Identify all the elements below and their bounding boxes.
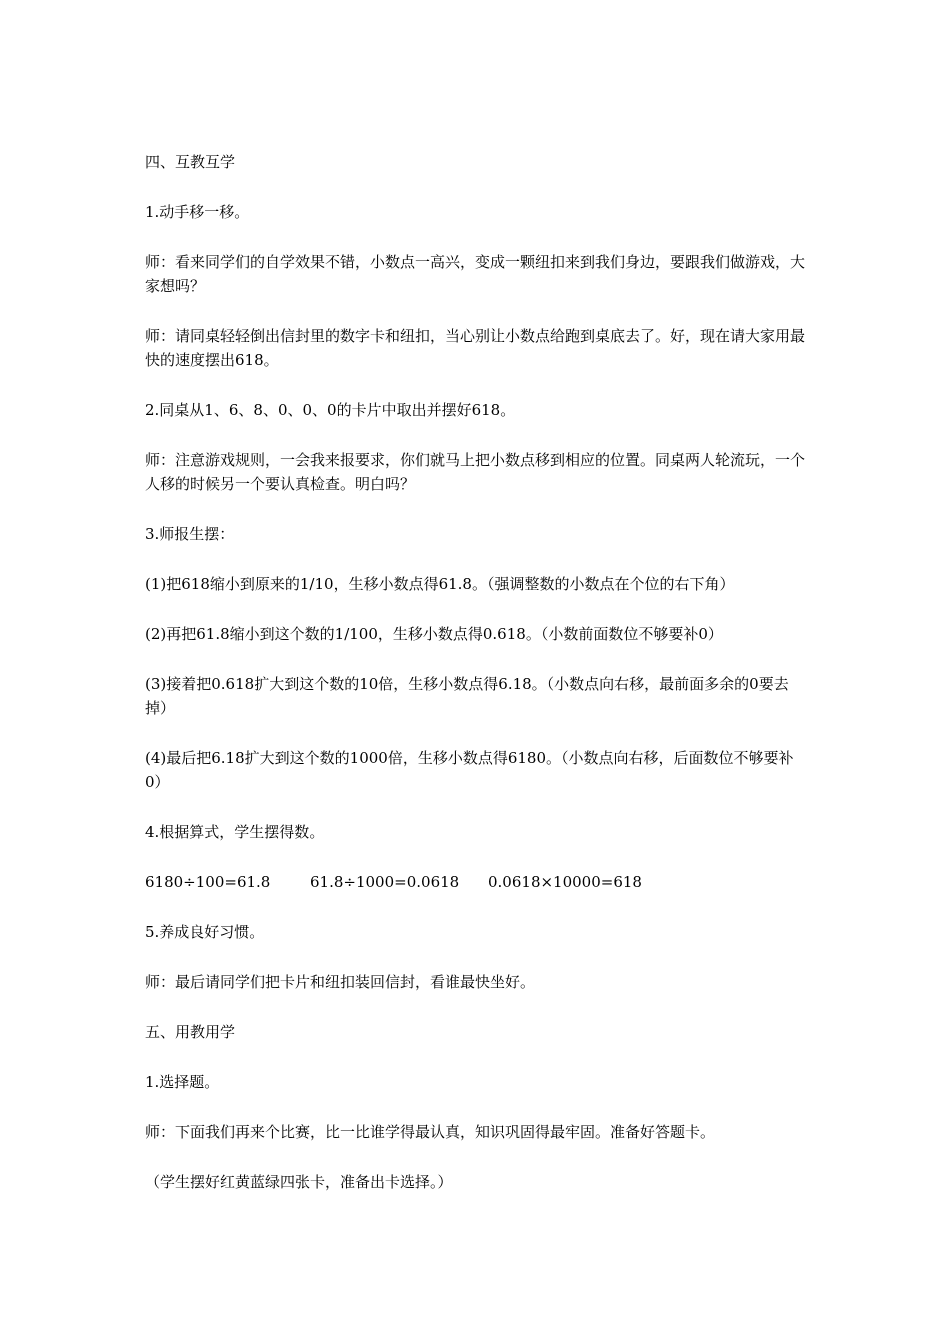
teacher-line: 师：看来同学们的自学效果不错，小数点一高兴，变成一颗纽扣来到我们身边，要跟我们做游戏，大家想吗？ bbox=[145, 253, 806, 295]
teacher-line: 师：注意游戏规则，一会我来报要求，你们就马上把小数点移到相应的位置。同桌两人轮流玩，一个人移的时候另一个要认真检查。明白吗？ bbox=[145, 451, 806, 493]
exercise-item: (3)接着把0.618扩大到这个数的10倍，生移小数点得6.18。（小数点向右移，最前面多余的0要去掉） bbox=[145, 675, 789, 717]
section-heading-apply: 五、用教用学 bbox=[145, 1023, 236, 1041]
teacher-line: 师：下面我们再来个比赛，比一比谁学得最认真，知识巩固得最牢固。准备好答题卡。 bbox=[145, 1123, 716, 1141]
equation: 61.8÷1000=0.0618 bbox=[310, 873, 460, 891]
section-heading-mutual-teaching: 四、互教互学 bbox=[145, 153, 236, 171]
teacher-line: 师：最后请同学们把卡片和纽扣装回信封，看谁最快坐好。 bbox=[145, 973, 536, 991]
exercise-item: (2)再把61.8缩小到这个数的1/100，生移小数点得0.618。（小数前面数位不够要补0） bbox=[145, 625, 723, 643]
equation-row bbox=[145, 870, 809, 894]
step-heading-equations: 4.根据算式，学生摆得数。 bbox=[145, 823, 325, 841]
student-note: （学生摆好红黄蓝绿四张卡，准备出卡选择。） bbox=[145, 1173, 453, 1191]
teacher-line: 师：请同桌轻轻倒出信封里的数字卡和纽扣，当心别让小数点给跑到桌底去了。好，现在请大家用最快的速度摆出618。 bbox=[145, 327, 806, 369]
exercise-item: (1)把618缩小到原来的1/10，生移小数点得61.8。（强调整数的小数点在个位的右下角） bbox=[145, 575, 735, 593]
document-body bbox=[145, 150, 809, 1220]
step-heading-teacher-says: 3.师报生摆： bbox=[145, 525, 235, 543]
step-heading-move: 1.动手移一移。 bbox=[145, 203, 250, 221]
step-heading-choice: 1.选择题。 bbox=[145, 1073, 220, 1091]
equation: 6180÷100=61.8 bbox=[145, 873, 271, 891]
step-heading-cards: 2.同桌从1、6、8、0、0、0的卡片中取出并摆好618。 bbox=[145, 401, 516, 419]
equation: 0.0618×10000=618 bbox=[488, 873, 642, 891]
step-heading-habits: 5.养成良好习惯。 bbox=[145, 923, 265, 941]
exercise-item: (4)最后把6.18扩大到这个数的1000倍，生移小数点得6180。（小数点向右移，后面数位不够要补0） bbox=[145, 749, 794, 791]
